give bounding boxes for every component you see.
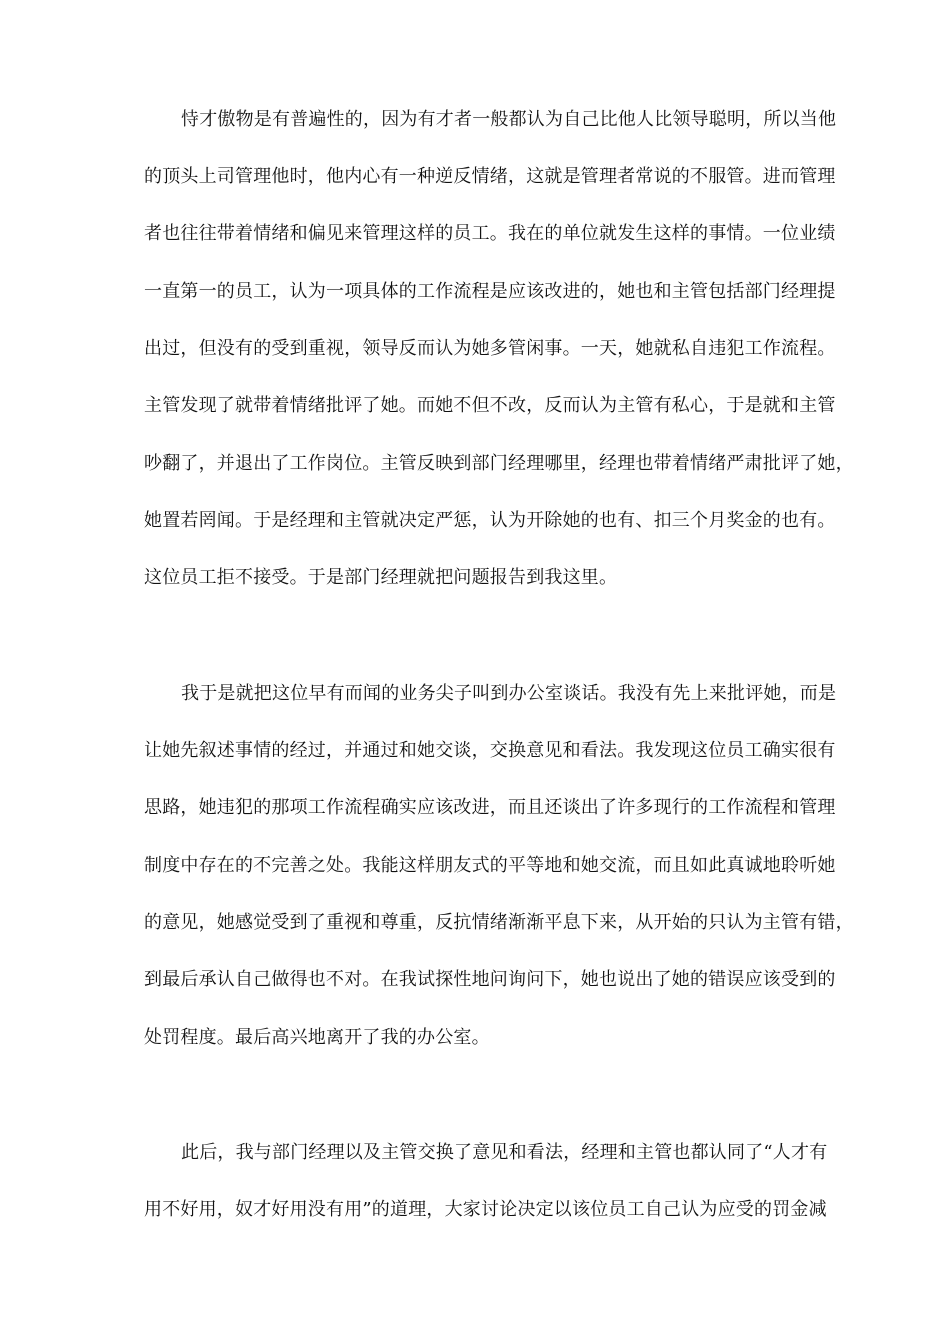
text-line: 处罚程度。最后高兴地离开了我的办公室。 xyxy=(144,1027,490,1048)
text-line: 制度中存在的不完善之处。我能这样朋友式的平等地和她交流，而且如此真诚地聆听她 xyxy=(144,855,836,876)
text-line: 吵翻了，并退出了工作岗位。主管反映到部门经理哪里，经理也带着情绪严肃批评了她， xyxy=(144,453,854,474)
text-line: 的意见，她感觉受到了重视和尊重，反抗情绪渐渐平息下来，从开始的只认为主管有错， xyxy=(144,912,854,933)
text-line: 到最后承认自己做得也不对。在我试探性地问询问下，她也说出了她的错误应该受到的 xyxy=(144,969,836,990)
text-line: 出过，但没有的受到重视，领导反而认为她多管闲事。一天，她就私自违犯工作流程。 xyxy=(144,338,836,359)
text-line: 我于是就把这位早有而闻的业务尖子叫到办公室谈话。我没有先上来批评她，而是 xyxy=(181,683,837,704)
text-line: 这位员工拒不接受。于是部门经理就把问题报告到我这里。 xyxy=(144,567,618,588)
text-line: 思路，她违犯的那项工作流程确实应该改进，而且还谈出了许多现行的工作流程和管理 xyxy=(144,797,836,818)
text-line: 一直第一的员工，认为一项具体的工作流程是应该改进的，她也和主管包括部门经理提 xyxy=(144,281,836,302)
text-line: 让她先叙述事情的经过，并通过和她交谈，交换意见和看法。我发现这位员工确实很有 xyxy=(144,740,836,761)
text-line: 主管发现了就带着情绪批评了她。而她不但不改，反而认为主管有私心，于是就和主管 xyxy=(144,395,836,416)
text-line: 用不好用，奴才好用没有用”的道理，大家讨论决定以该位员工自己认为应受的罚金减 xyxy=(144,1199,827,1220)
text-line: 此后，我与部门经理以及主管交换了意见和看法，经理和主管也都认同了“人才有 xyxy=(181,1142,828,1163)
text-line: 恃才傲物是有普遍性的，因为有才者一般都认为自己比他人比领导聪明，所以当他 xyxy=(181,109,837,130)
text-line: 她置若罔闻。于是经理和主管就决定严惩，认为开除她的也有、扣三个月奖金的也有。 xyxy=(144,510,836,531)
text-line: 者也往往带着情绪和偏见来管理这样的员工。我在的单位就发生这样的事情。一位业绩 xyxy=(144,223,836,244)
text-line: 的顶头上司管理他时，他内心有一种逆反情绪，这就是管理者常说的不服管。进而管理 xyxy=(144,166,836,187)
